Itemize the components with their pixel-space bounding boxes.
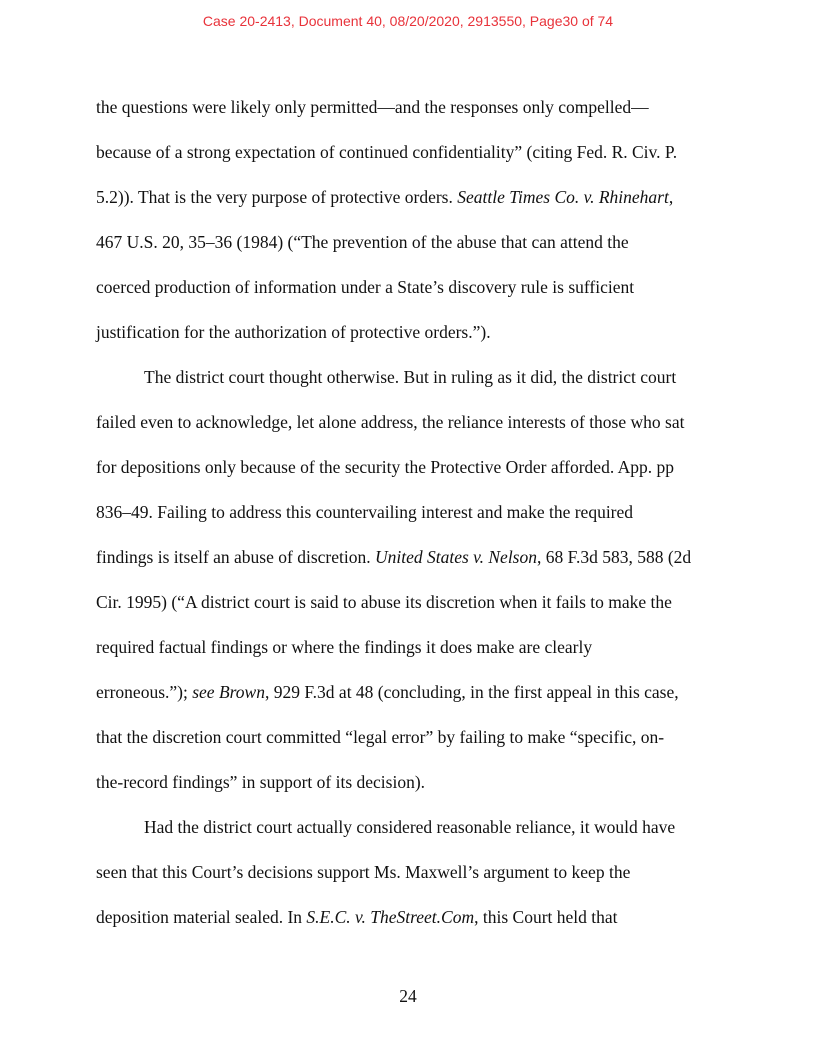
case-citation: Seattle Times Co. v. Rhinehart	[457, 187, 669, 207]
text-line: Had the district court actually considered reasonable reliance, it would have	[144, 817, 676, 837]
text-line: erroneous.”); see Brown, 929 F.3d at 48 (concluding, in the first appeal in this case,	[96, 682, 679, 702]
case-citation: United States v. Nelson	[374, 547, 537, 567]
text-line: Cir. 1995) (“A district court is said to abuse its discretion when it fails to make the	[96, 592, 672, 612]
text-line: for depositions only because of the security the Protective Order afforded. App. pp	[96, 457, 674, 477]
text-line: the-record findings” in support of its decision).	[96, 772, 426, 792]
text-line: The district court thought otherwise. But in ruling as it did, the district court	[144, 367, 677, 387]
text-line: deposition material sealed. In S.E.C. v. TheStreet.Com, this Court held that	[96, 907, 618, 927]
case-citation: S.E.C. v. TheStreet.Com	[306, 907, 475, 927]
text-line: failed even to acknowledge, let alone address, the reliance interests of those who sat	[96, 412, 685, 432]
text-line: 836–49. Failing to address this countervailing interest and make the required	[96, 502, 634, 522]
text-line: the questions were likely only permitted—and the responses only compelled—	[96, 97, 649, 117]
text-line: 5.2)). That is the very purpose of protective orders. Seattle Times Co. v. Rhinehart,	[96, 187, 674, 207]
case-header: Case 20-2413, Document 40, 08/20/2020, 2913550, Page30 of 74	[202, 13, 614, 29]
text-line: findings is itself an abuse of discretion. United States v. Nelson, 68 F.3d 583, 588 (2d	[96, 547, 692, 567]
text-line: required factual findings or where the findings it does make are clearly	[96, 637, 593, 657]
text-line: justification for the authorization of protective orders.”).	[96, 322, 491, 342]
text-line: seen that this Court’s decisions support Ms. Maxwell’s argument to keep the	[96, 862, 631, 882]
page-number: 24	[399, 986, 417, 1006]
text-line: because of a strong expectation of continued confidentiality” (citing Fed. R. Civ. P.	[96, 142, 678, 162]
text-line: 467 U.S. 20, 35–36 (1984) (“The prevention of the abuse that can attend the	[96, 232, 629, 252]
text-line: coerced production of information under a State’s discovery rule is sufficient	[96, 277, 635, 297]
text-line: that the discretion court committed “legal error” by failing to make “specific, on-	[96, 727, 665, 747]
case-citation: see Brown	[192, 682, 265, 702]
